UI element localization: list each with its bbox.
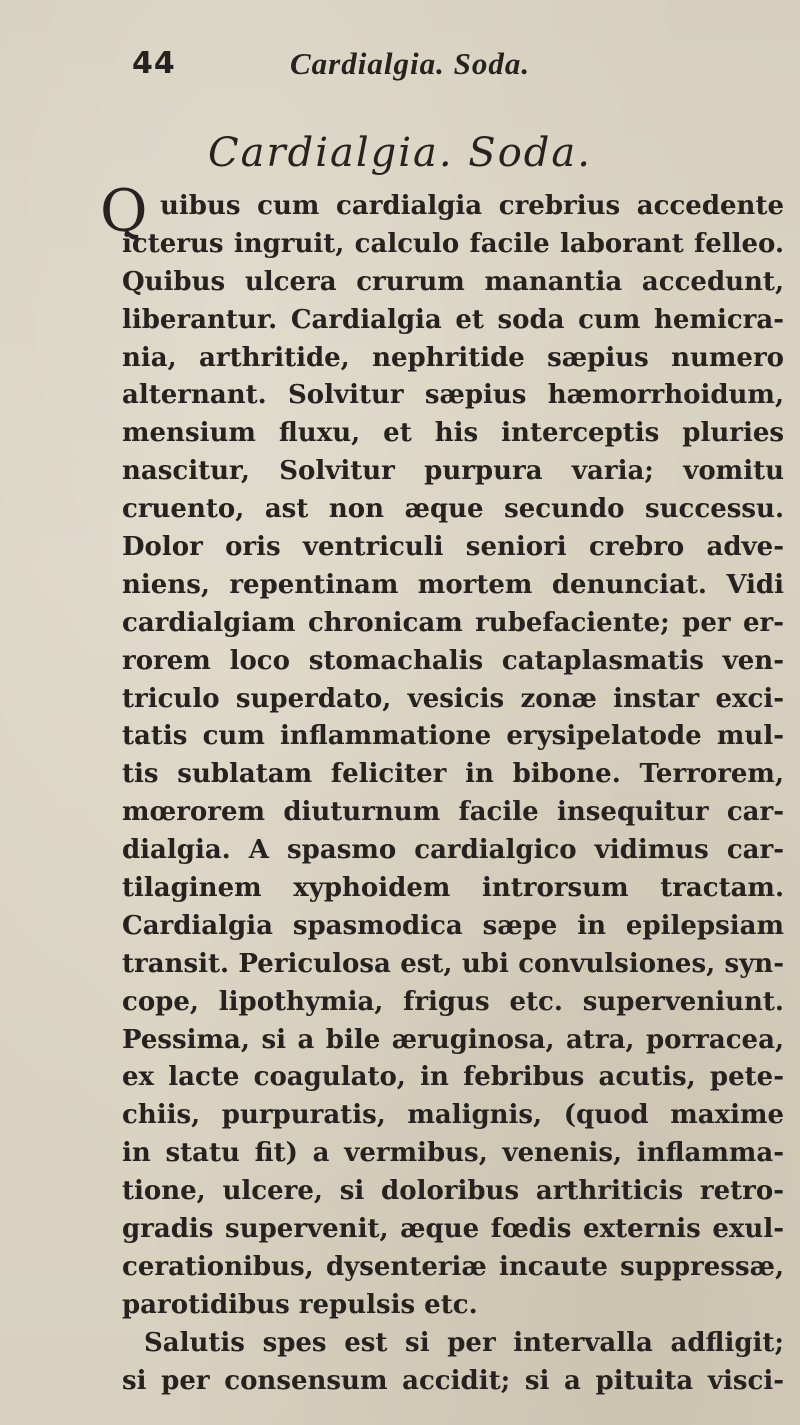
text-line: Dolor oris ventriculi seniori crebro adve- xyxy=(122,532,784,563)
running-head xyxy=(0,46,800,86)
text-line: gradis supervenit, æque fœdis externis exul- xyxy=(122,1214,784,1245)
text-line: icterus ingruit, calculo facile laborant felleo. xyxy=(122,228,784,259)
text-line: parotidibus repulsis etc. xyxy=(122,1289,478,1320)
text-line: nascitur, Solvitur purpura varia; vomitu xyxy=(122,456,784,487)
running-title: Cardialgia. Soda. xyxy=(290,46,531,81)
page-number: 44 xyxy=(132,46,176,81)
text-line: dialgia. A spasmo cardialgico vidimus car- xyxy=(122,835,784,866)
text-line: Quibus ulcera crurum manantia accedunt, xyxy=(122,266,784,297)
text-line-content: uibus cum cardialgia crebrius accedente xyxy=(160,191,784,221)
text-line: chiis, purpuratis, malignis, (quod maxime xyxy=(122,1100,784,1131)
text-line: mensium fluxu, et his interceptis pluries xyxy=(122,418,784,449)
text-line: alternant. Solvitur sæpius hæmorrhoidum, xyxy=(122,380,784,411)
text-line: cope, lipothymia, frigus etc. superveniunt. xyxy=(122,986,784,1017)
text-line: cerationibus, dysenteriæ incaute suppressæ, xyxy=(122,1251,784,1282)
text-line: nia, arthritide, nephritide sæpius numero xyxy=(122,342,784,373)
text-line: tis sublatam feliciter in bibone. Terrorem, xyxy=(122,759,784,790)
text-line: si per consensum accidit; si a pituita visci- xyxy=(122,1365,784,1396)
drop-cap: Q xyxy=(100,177,148,245)
text-line: cruento, ast non æque secundo successu. xyxy=(122,494,784,525)
text-line: Salutis spes est si per intervalla adfligit; xyxy=(144,1327,784,1358)
text-line: mœrorem diuturnum facile insequitur car- xyxy=(122,797,784,828)
text-line: ex lacte coagulato, in febribus acutis, pete- xyxy=(122,1062,784,1093)
text-line: cardialgiam chronicam rubefaciente; per er- xyxy=(122,607,784,638)
text-line: triculo superdato, vesicis zonæ instar exci- xyxy=(122,683,784,714)
text-line: transit. Periculosa est, ubi convulsiones, syn- xyxy=(122,948,784,979)
text-line: liberantur. Cardialgia et soda cum hemicra- xyxy=(122,304,784,335)
text-line: Pessima, si a bile æruginosa, atra, porracea, xyxy=(122,1024,784,1055)
body-text xyxy=(100,177,784,1401)
text-line: tatis cum inflammatione erysipelatode mul- xyxy=(122,721,784,752)
text-line: tione, ulcere, si doloribus arthriticis retro- xyxy=(122,1176,784,1207)
text-line: in statu fit) a vermibus, venenis, inflamma- xyxy=(122,1138,784,1169)
text-line: niens, repentinam mortem denunciat. Vidi xyxy=(122,569,784,600)
text-line: tilaginem xyphoidem introrsum tractam. xyxy=(122,873,784,904)
text-line: rorem loco stomachalis cataplasmatis ven- xyxy=(122,645,784,676)
text-line: Cardialgia spasmodica sæpe in epilepsiam xyxy=(122,910,784,941)
section-title: Cardialgia. Soda. xyxy=(208,130,592,176)
